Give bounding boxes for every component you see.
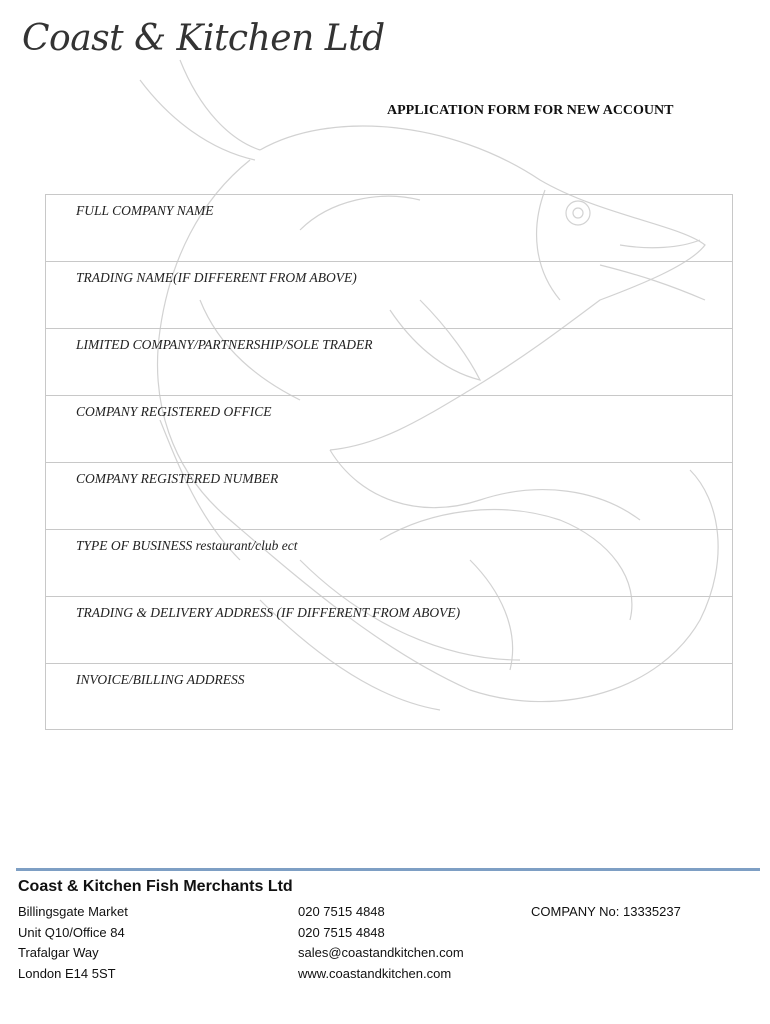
phone-number: 020 7515 4848 [298,904,385,919]
form-row-billing-address[interactable] [46,664,732,731]
website-link[interactable]: www.coastandkitchen.com [298,965,452,981]
footer-divider [16,868,760,871]
address-line: Unit Q10/Office 84 [18,924,125,940]
form-row-registered-number[interactable] [46,463,732,530]
form-row-trading-name[interactable] [46,262,732,329]
footer-company-name: Coast & Kitchen Fish Merchants Ltd [18,878,293,895]
field-label: TRADING NAME(IF DIFFERENT FROM ABOVE) [76,270,357,285]
form-row-delivery-address[interactable] [46,597,732,664]
field-label: COMPANY REGISTERED NUMBER [76,471,279,486]
company-number: COMPANY No: 13335237 [531,904,681,919]
footer-company-number [531,902,681,923]
field-label: TYPE OF BUSINESS restaurant/club ect [76,538,298,553]
form-row-type-of-business[interactable] [46,530,732,597]
address-line: Trafalgar Way [18,945,99,960]
footer-address [18,902,128,984]
company-logo: Coast & Kitchen Ltd [22,18,385,59]
form-row-registered-office[interactable] [46,396,732,463]
form-title: APPLICATION FORM FOR NEW ACCOUNT [387,103,674,118]
field-label: COMPANY REGISTERED OFFICE [76,404,272,419]
form-row-full-company-name[interactable] [46,195,732,262]
application-form-table [45,194,733,730]
phone-number: 020 7515 4848 [298,924,385,940]
field-label: FULL COMPANY NAME [76,203,214,218]
field-label: INVOICE/BILLING ADDRESS [76,672,245,687]
email-link[interactable]: sales@coastandkitchen.com [298,945,464,960]
field-label: LIMITED COMPANY/PARTNERSHIP/SOLE TRADER [76,337,373,352]
address-line: Billingsgate Market [18,904,128,919]
footer-contacts [298,902,464,984]
field-label: TRADING & DELIVERY ADDRESS (IF DIFFERENT FROM ABOVE) [76,605,461,620]
form-row-company-type[interactable] [46,329,732,396]
address-line: London E14 5ST [18,965,116,981]
